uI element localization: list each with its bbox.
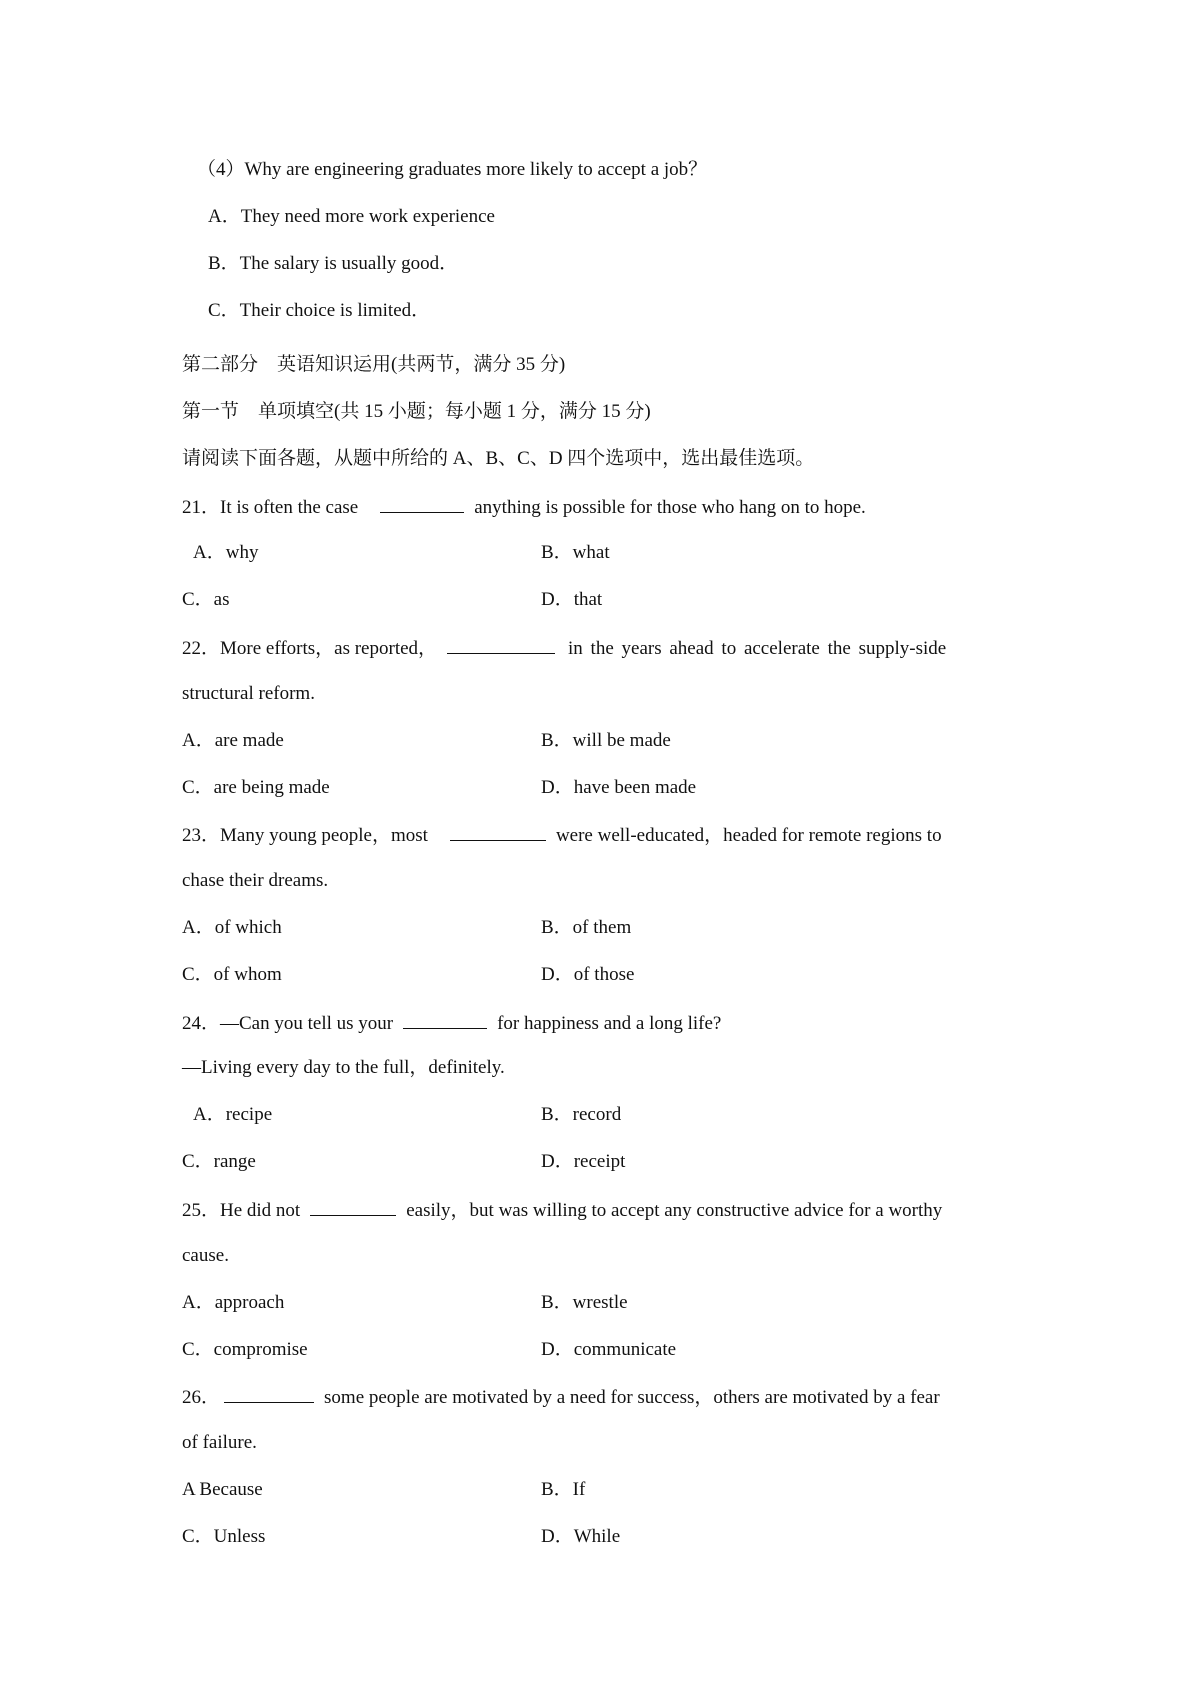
question-21-option-c: C．as (182, 589, 230, 610)
question-25-tail: easily，but was willing to accept any constructive advice for a worthy (406, 1200, 943, 1221)
section-1-heading: 第一节 单项填空(共 15 小题；每小题 1 分，满分 15 分) (182, 401, 651, 422)
question-25-stem (182, 1199, 942, 1220)
question-24-option-d: D．receipt (541, 1151, 626, 1172)
question-22-stem (182, 637, 946, 658)
question-4-option-a: A．They need more work experience (208, 206, 495, 227)
question-23-tail: were well-educated，headed for remote regions to (555, 825, 942, 846)
question-26-option-d: D．While (541, 1526, 621, 1547)
question-23-option-c: C．of whom (182, 964, 282, 985)
answer-blank (310, 1199, 396, 1216)
question-26-lead: 26． (182, 1387, 221, 1408)
question-22-option-d: D．have been made (541, 777, 697, 798)
question-24-tail: for happiness and a long life? (497, 1013, 722, 1034)
section-instruction: 请阅读下面各题，从题中所给的 A、B、C、D 四个选项中，选出最佳选项。 (182, 448, 815, 469)
part-2-heading: 第二部分 英语知识运用(共两节，满分 35 分) (182, 354, 566, 375)
question-26-option-b: B．If (541, 1479, 586, 1500)
question-25-option-d: D．communicate (541, 1339, 677, 1360)
question-26-tail: some people are motivated by a need for success，others are motivated by a fear (324, 1387, 940, 1408)
question-22-continuation: structural reform. (182, 683, 315, 704)
answer-blank (403, 1012, 487, 1029)
question-26-stem (182, 1386, 940, 1407)
question-25-continuation: cause. (182, 1245, 229, 1266)
question-4-option-c: C．Their choice is limited． (208, 300, 431, 321)
question-21-stem (182, 496, 866, 517)
question-21-option-d: D．that (541, 589, 603, 610)
question-26-continuation: of failure. (182, 1432, 257, 1453)
question-23-stem (182, 824, 942, 845)
question-23-continuation: chase their dreams. (182, 870, 329, 891)
question-22-option-b: B．will be made (541, 730, 671, 751)
question-21-lead: 21．It is often the case (182, 497, 359, 518)
question-22-tail: in the years ahead to accelerate the supply-side (568, 638, 947, 659)
question-25-option-b: B．wrestle (541, 1292, 628, 1313)
question-23-option-a: A．of which (182, 917, 282, 938)
question-24-option-a: A．recipe (193, 1104, 273, 1125)
question-22-option-a: A．are made (182, 730, 284, 751)
answer-blank (450, 824, 546, 841)
question-4-option-b: B．The salary is usually good． (208, 253, 459, 274)
answer-blank (224, 1386, 314, 1403)
question-21-tail: anything is possible for those who hang on to hope. (474, 497, 866, 518)
answer-blank (380, 496, 464, 513)
question-4-prompt: （4）Why are engineering graduates more likely to accept a job？ (197, 159, 708, 180)
question-21-option-b: B．what (541, 542, 610, 563)
question-22-lead: 22．More efforts，as reported， (182, 638, 438, 659)
question-24-option-b: B．record (541, 1104, 622, 1125)
question-23-option-d: D．of those (541, 964, 635, 985)
question-24-answer-line: —Living every day to the full，definitely. (182, 1057, 505, 1078)
answer-blank (447, 637, 555, 654)
question-25-lead: 25．He did not (182, 1200, 301, 1221)
question-23-option-b: B．of them (541, 917, 632, 938)
question-24-option-c: C．range (182, 1151, 256, 1172)
question-26-option-c: C．Unless (182, 1526, 266, 1547)
question-25-option-c: C．compromise (182, 1339, 308, 1360)
question-26-option-a: A Because (182, 1479, 263, 1500)
question-24-lead: 24．—Can you tell us your (182, 1013, 394, 1034)
question-25-option-a: A．approach (182, 1292, 285, 1313)
question-24-stem (182, 1012, 721, 1033)
question-21-option-a: A．why (193, 542, 259, 563)
question-23-lead: 23．Many young people，most (182, 825, 428, 846)
question-22-option-c: C．are being made (182, 777, 330, 798)
